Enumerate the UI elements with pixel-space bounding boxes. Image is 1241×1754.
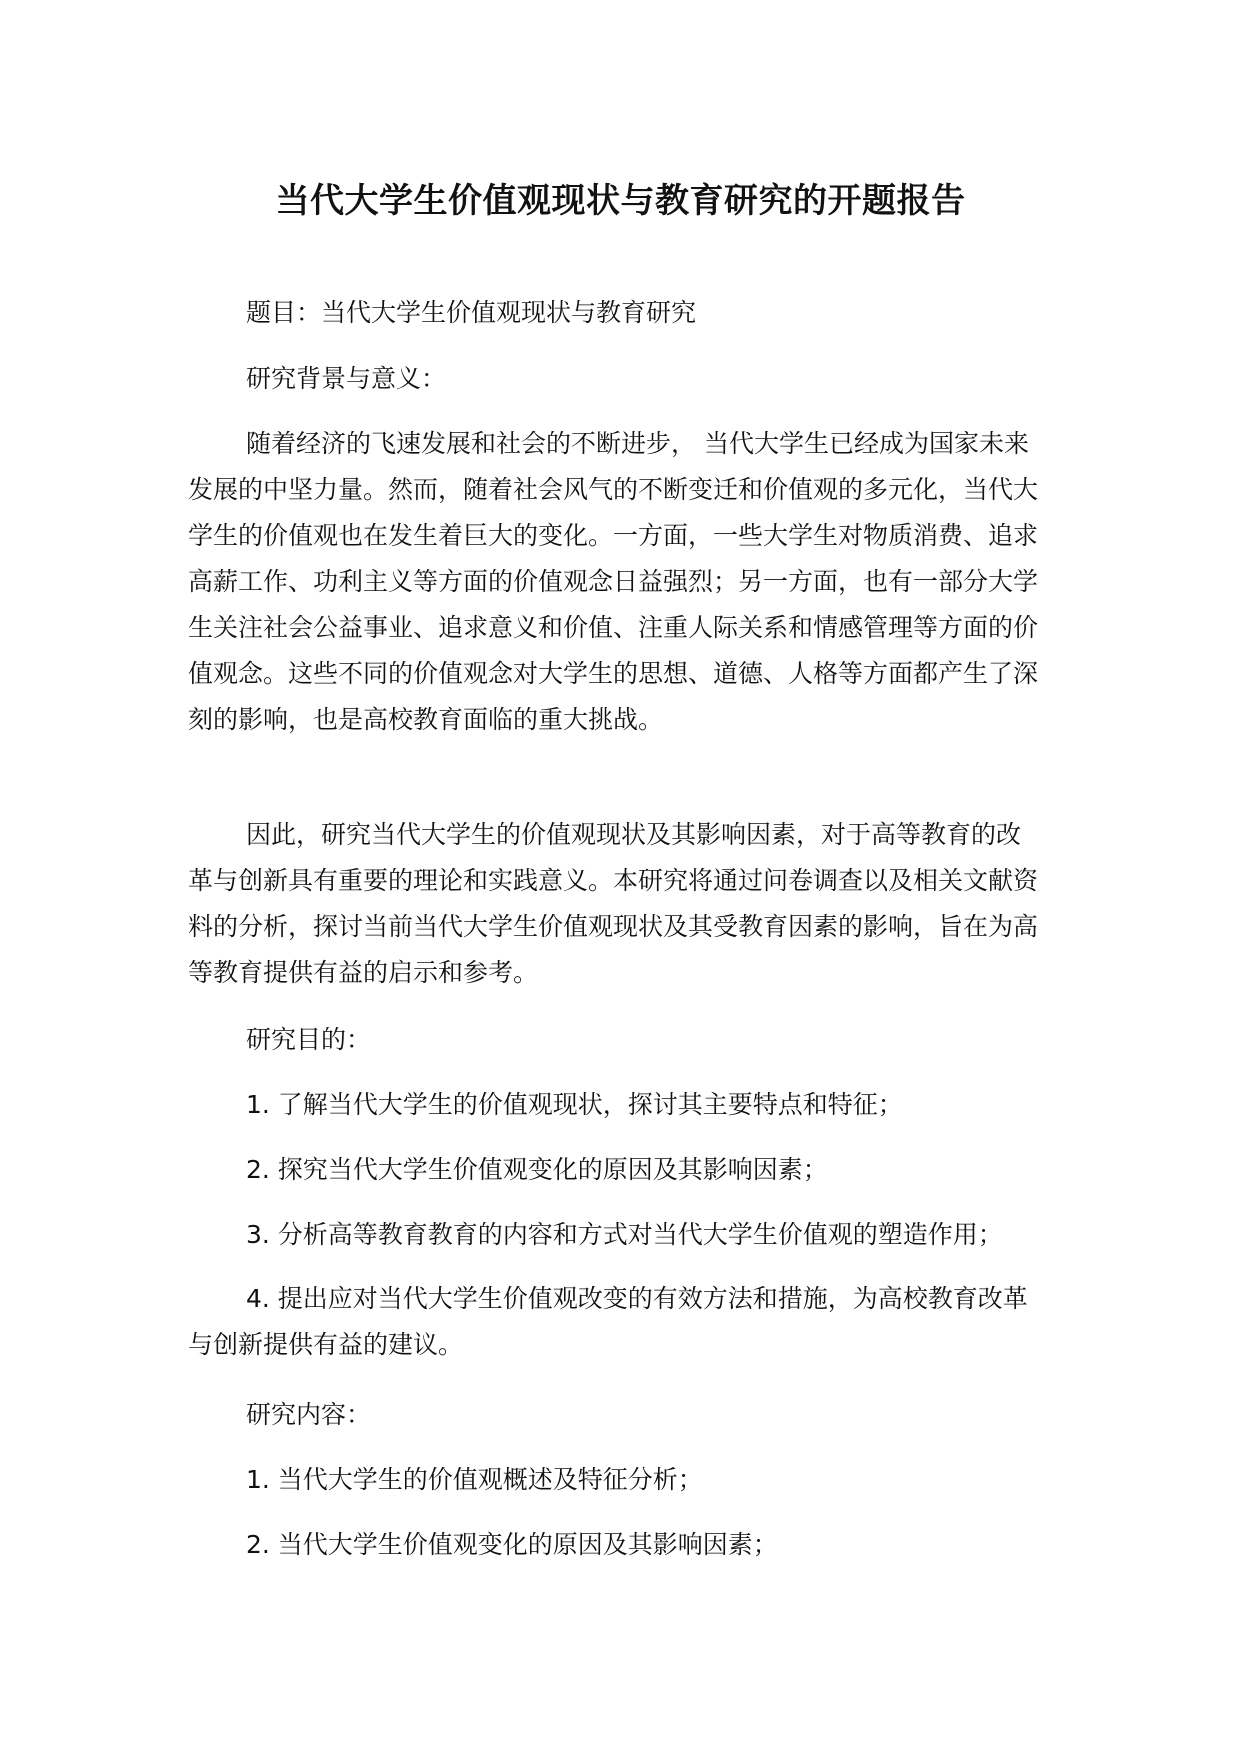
content-item: 2. 当代大学生价值观变化的原因及其影响因素； [246,1530,778,1559]
objective-item: 3. 分析高等教育教育的内容和方式对当代大学生价值观的塑造作用； [246,1220,1003,1249]
objective-item: 1. 了解当代大学生的价值观现状，探讨其主要特点和特征； [246,1090,903,1119]
background-paragraph-2: 因此，研究当代大学生的价值观现状及其影响因素，对于高等教育的改革与创新具有重要的理论和实践意义。本研究将通过问卷调查以及相关文献资料的分析，探讨当前当代大学生价值观现状及其受教育因素的影响，旨在为高等教育提供有益的启示和参考。 [188,820,1039,987]
background-heading: 研究背景与意义： [246,364,447,393]
content-item: 1. 当代大学生的价值观概述及特征分析； [246,1465,703,1494]
objectives-heading: 研究目的： [246,1025,372,1054]
topic-line: 题目：当代大学生价值观现状与教育研究 [246,298,697,327]
background-paragraph-1: 随着经济的飞速发展和社会的不断进步， 当代大学生已经成为国家未来发展的中坚力量。然而，随着社会风气的不断变迁和价值观的多元化，当代大学生的价值观也在发生着巨大的变化。一方面，一些大学生对物质消费、追求高薪工作、功利主义等方面的价值观念日益强烈；另一方面，也有一部分大学生关注社会公益事业、追求意义和价值、注重人际关系和情感管理等方面的价值观念。这些不同的价值观念对大学生的思想、道德、人格等方面都产生了深刻的影响，也是高校教育面临的重大挑战。 [188,429,1039,734]
objective-item: 4. 提出应对当代大学生价值观改变的有效方法和措施，为高校教育改革与创新提供有益的建议。 [188,1284,1028,1359]
objective-item: 2. 探究当代大学生价值观变化的原因及其影响因素； [246,1155,828,1184]
content-heading: 研究内容： [246,1400,372,1429]
document-title: 当代大学生价值观现状与教育研究的开题报告 [275,181,966,221]
